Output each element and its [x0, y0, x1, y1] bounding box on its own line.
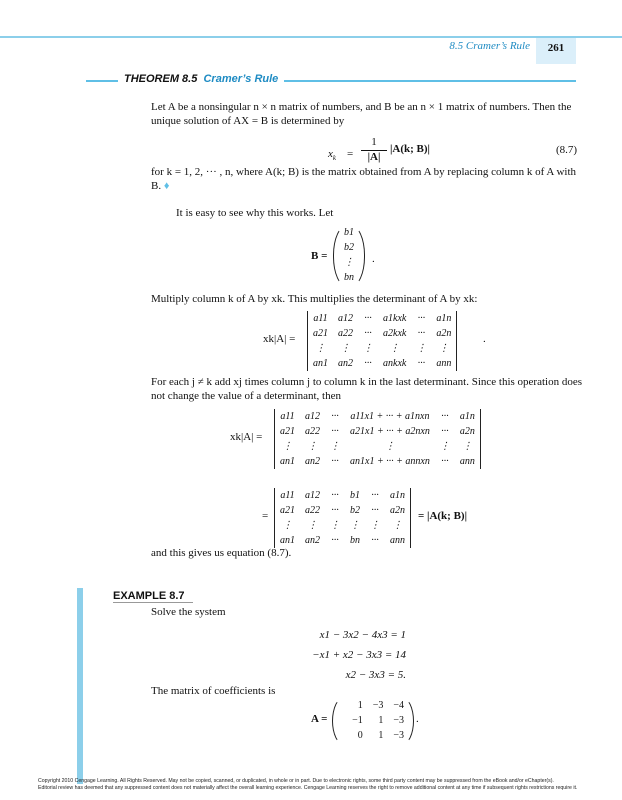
proof-paragraph-2-wrap — [151, 292, 583, 306]
det3-cell: ⋮ — [370, 520, 380, 531]
det1-cell: ··· — [364, 328, 372, 339]
A-label: A = — [311, 713, 328, 725]
det3-cell: ⋮ — [330, 520, 340, 531]
det1-cell: ··· — [417, 313, 426, 324]
det2-cell: an1x1 + ··· + annxn — [350, 456, 430, 467]
formula-denominator: |A| — [367, 151, 381, 163]
example-title: EXAMPLE 8.7 — [113, 590, 185, 602]
copyright-footer — [38, 778, 598, 792]
det3-cell: an1 — [280, 535, 295, 546]
det2-cell: a21x1 + ··· + a2nxn — [350, 426, 430, 437]
det3-cell: b1 — [350, 490, 360, 501]
det2-row — [275, 439, 480, 454]
det2-row — [275, 454, 480, 469]
system-eq-3: x2 − 3x3 = 5. — [345, 669, 406, 681]
amat-cell: 0 — [357, 730, 363, 741]
det2-cell: ann — [459, 456, 475, 467]
det3-row — [275, 518, 410, 533]
det3-cell: a22 — [305, 505, 320, 516]
det3-cell: an2 — [305, 535, 320, 546]
det1-row — [308, 311, 456, 326]
det3-cell: bn — [350, 535, 360, 546]
det2-cell: a1n — [459, 411, 475, 422]
proof-paragraph-3-wrap — [151, 375, 583, 403]
theorem-text-1 — [151, 100, 583, 128]
det1-cell: a22 — [338, 328, 353, 339]
B-period: . — [372, 253, 375, 265]
det1-cell: ⋮ — [315, 343, 326, 354]
formula-sub: k — [332, 154, 336, 163]
det3-cell: ··· — [371, 535, 379, 546]
det3-cell: ⋮ — [307, 520, 318, 531]
det3-cell: a1n — [390, 490, 405, 501]
system-eq-2: −x1 + x2 − 3x3 = 14 — [312, 649, 406, 661]
theorem-heading — [118, 73, 284, 85]
det3-cell: ··· — [331, 490, 339, 501]
example-prompt: Solve the system — [151, 606, 226, 618]
theorem-label: THEOREM 8.5 — [124, 73, 198, 85]
det2-cell: ⋮ — [282, 441, 293, 452]
det2-cell: a21 — [280, 426, 295, 437]
amat-cell: −3 — [372, 700, 384, 711]
formula-numerator: 1 — [371, 136, 377, 148]
det2-cell: a2n — [459, 426, 475, 437]
det1-cell: an2 — [338, 358, 353, 369]
det2-label: xk|A| = — [230, 431, 263, 443]
amat-cell: −1 — [352, 715, 363, 726]
amat-cell: −3 — [393, 715, 404, 726]
amat-cell: 1 — [378, 715, 384, 726]
amat-row — [347, 713, 409, 728]
det3-label: = — [262, 510, 269, 522]
det2-cell: ⋮ — [439, 441, 450, 452]
det3-cell: ⋮ — [350, 520, 360, 531]
footer-line-2: Editorial review has deemed that any suppressed content does not materially affect the overall learning experience. Cengage Learning reserves the right to remove additional content at any time if subsequent rights restrictions require it. — [38, 785, 578, 791]
det2-cell: ··· — [331, 411, 339, 422]
proof-paragraph-4: and this gives us equation (8.7). — [151, 547, 292, 559]
det2-row — [275, 409, 480, 424]
det3-cell: ⋮ — [392, 520, 403, 531]
det1-cell: ankxk — [383, 358, 407, 369]
det2-cell: ··· — [441, 426, 449, 437]
det2-cell: ··· — [441, 411, 449, 422]
theorem-paragraph: Let A be a nonsingular n × n matrix of numbers, and B be an n × 1 matrix of numbers. Then the unique solution of AX = B is determined by — [151, 101, 572, 127]
det3-matrix — [274, 488, 411, 548]
det1-period: . — [483, 333, 486, 345]
det1-cell: ··· — [417, 358, 426, 369]
det1-cell: a1kxk — [383, 313, 407, 324]
det2-cell: a11x1 + ··· + a1nxn — [350, 411, 430, 422]
system-eq-1: x1 − 3x2 − 4x3 = 1 — [319, 629, 406, 641]
det3-row — [275, 503, 410, 518]
det2-cell: ⋮ — [330, 441, 340, 452]
det2-cell: ··· — [441, 456, 449, 467]
det2-cell: ⋮ — [307, 441, 318, 452]
det1-row — [308, 326, 456, 341]
B-label: B = — [311, 250, 328, 262]
det3-cell: b2 — [350, 505, 360, 516]
det3-cell: ··· — [371, 490, 379, 501]
example-side-bar — [77, 588, 83, 784]
end-diamond-icon: ♦ — [163, 180, 170, 192]
det1-cell: ··· — [417, 328, 426, 339]
linear-system — [290, 625, 406, 685]
proof-paragraph-3: For each j ≠ k add xj times column j to column k in the last determinant. Since this operation does not change the value of a determinant, then — [151, 376, 582, 402]
amat-cell: 1 — [378, 730, 384, 741]
det2-cell: ··· — [331, 426, 339, 437]
det3-cell: ··· — [331, 535, 339, 546]
proof-paragraph-2: Multiply column k of A by xk. This multiplies the determinant of A by xk: — [151, 293, 478, 305]
det1-cell: ⋮ — [340, 343, 351, 354]
det1-row — [308, 341, 456, 356]
det3-cell: ann — [390, 535, 405, 546]
det2-cell: an2 — [305, 456, 320, 467]
det1-cell: a21 — [313, 328, 328, 339]
det3-cell: a21 — [280, 505, 295, 516]
det1-row — [308, 356, 456, 371]
det1-matrix — [307, 311, 457, 371]
det1-cell: ⋮ — [389, 343, 400, 354]
det1-cell: ⋮ — [363, 343, 373, 354]
det1-cell: ··· — [364, 313, 372, 324]
amat-row — [347, 698, 409, 713]
det2-cell: an1 — [280, 456, 295, 467]
det2-cell: ··· — [331, 456, 339, 467]
example-coeff-text: The matrix of coefficients is — [151, 685, 276, 697]
det3-cell: ··· — [331, 505, 339, 516]
theorem-text-2 — [151, 165, 583, 193]
equation-number: (8.7) — [556, 144, 578, 156]
det2-matrix — [274, 409, 481, 469]
amat-cell: −4 — [393, 700, 404, 711]
header-rule — [0, 36, 622, 38]
amat-row — [347, 728, 409, 743]
running-header: 8.5 Cramer’s Rule — [449, 40, 530, 52]
det1-cell: a2n — [436, 328, 452, 339]
det1-cell: ⋮ — [416, 343, 427, 354]
det3-result: = |A(k; B)| — [418, 510, 468, 522]
det3-cell: ··· — [371, 505, 379, 516]
det1-label: xk|A| = — [263, 333, 296, 345]
det2-cell: a11 — [280, 411, 295, 422]
formula-right: |A(k; B)| — [390, 143, 430, 155]
det3-row — [275, 533, 410, 548]
det2-cell: ⋮ — [384, 441, 395, 452]
example-rule — [113, 602, 193, 603]
footer-line-1: Copyright 2010 Cengage Learning. All Rights Reserved. May not be copied, scanned, or duplicated, in whole or in part. Due to electronic rights, some third party content may be suppressed from the eBook and/or eChapter(s). — [38, 778, 554, 784]
det3-cell: a11 — [280, 490, 295, 501]
det3-cell: a12 — [305, 490, 320, 501]
amat-cell: −3 — [393, 730, 404, 741]
det2-cell: a12 — [305, 411, 320, 422]
det1-cell: an1 — [313, 358, 328, 369]
det1-cell: ··· — [364, 358, 372, 369]
det3-cell: ⋮ — [282, 520, 293, 531]
det1-cell: a11 — [313, 313, 328, 324]
theorem-paragraph-2: for k = 1, 2, ··· , n, where A(k; B) is the matrix obtained from A by replacing column k of A with B. — [151, 166, 577, 192]
det3-row — [275, 488, 410, 503]
det1-cell: a2kxk — [383, 328, 407, 339]
B-entry: b1 — [344, 227, 354, 238]
B-entry: bn — [344, 272, 354, 283]
proof-paragraph-4-wrap — [151, 546, 291, 560]
page-number: 261 — [536, 38, 576, 64]
B-vector — [333, 225, 365, 287]
proof-intro — [176, 206, 333, 220]
B-entry: ⋮ — [344, 257, 354, 268]
det2-row — [275, 424, 480, 439]
B-entry: b2 — [344, 242, 354, 253]
det2-cell: ⋮ — [462, 441, 473, 452]
proof-paragraph-1: It is easy to see why this works. Let — [176, 207, 334, 219]
amat-cell: 1 — [357, 700, 363, 711]
formula-x: x — [328, 148, 333, 160]
theorem-name: Cramer’s Rule — [203, 73, 279, 85]
example-coeff-wrap — [151, 684, 275, 698]
A-period: . — [416, 713, 419, 725]
det1-cell: ⋮ — [438, 343, 449, 354]
det3-cell: a2n — [390, 505, 405, 516]
det1-cell: a1n — [436, 313, 452, 324]
A-matrix — [332, 697, 414, 745]
det2-cell: a22 — [305, 426, 320, 437]
det1-cell: a12 — [338, 313, 353, 324]
det1-cell: ann — [436, 358, 452, 369]
example-prompt-wrap — [151, 605, 226, 619]
